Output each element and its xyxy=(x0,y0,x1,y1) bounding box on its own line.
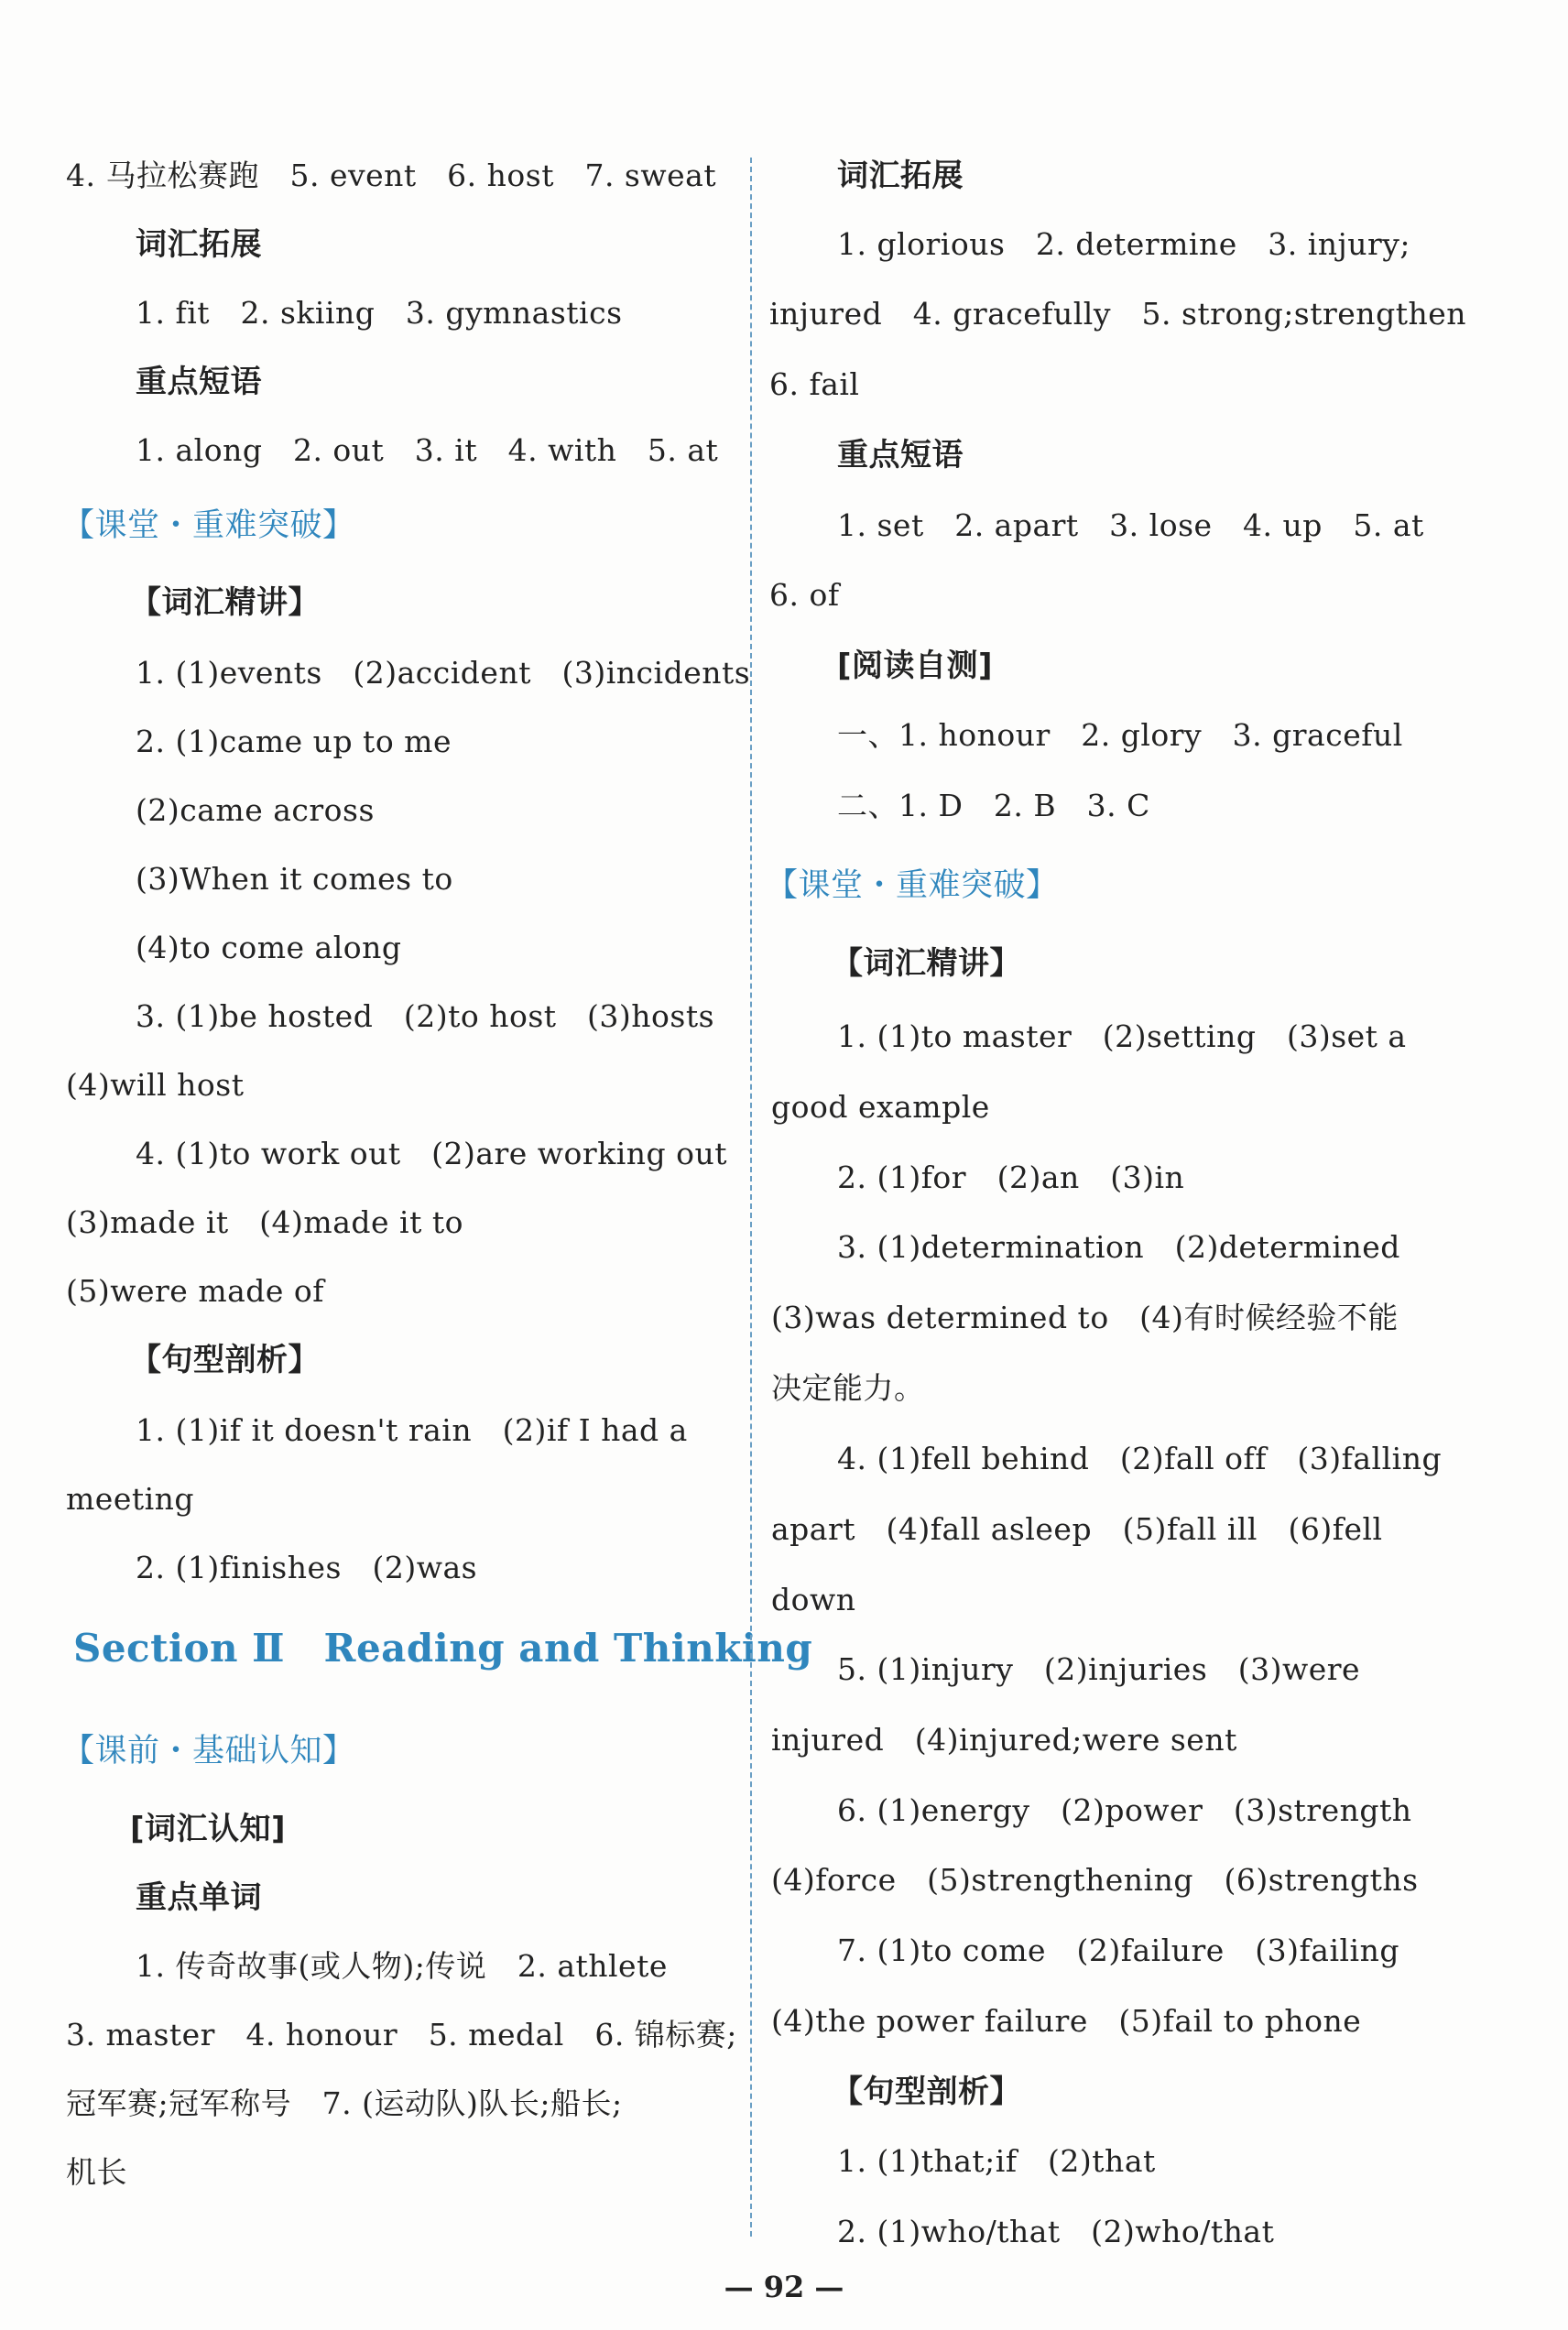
answer-line: 2. (1)for (2)an (3)in xyxy=(837,1160,1185,1195)
answer-line: good example xyxy=(771,1089,990,1125)
answer-line: 6. of xyxy=(769,577,840,613)
answer-line: 3. master 4. honour 5. medal 6. 锦标赛; xyxy=(66,2017,737,2052)
subheading-reading-selftest: [阅读自测] xyxy=(837,648,994,684)
answer-line: 2. (1)came up to me xyxy=(136,724,452,759)
subheading-sentence-analysis: 【句型剖析】 xyxy=(832,2074,1021,2110)
subheading-vocab-extension: 词汇拓展 xyxy=(837,158,964,194)
answer-line: 2. (1)finishes (2)was xyxy=(136,1550,478,1585)
answer-line: 1. (1)if it doesn't rain (2)if I had a xyxy=(136,1412,688,1448)
section-heading-classroom: 【课堂・重难突破】 xyxy=(62,507,355,544)
answer-line: (4)force (5)strengthening (6)strengths xyxy=(771,1862,1419,1898)
subheading-vocab-explanation: 【词汇精讲】 xyxy=(832,945,1021,982)
subheading-key-phrases: 重点短语 xyxy=(136,364,262,400)
answer-line: 1. set 2. apart 3. lose 4. up 5. at xyxy=(837,507,1424,543)
answer-line: 5. (1)injury (2)injuries (3)were xyxy=(837,1651,1361,1687)
answer-line: 二、1. D 2. B 3. C xyxy=(837,788,1150,823)
answer-line: 4. (1)fell behind (2)fall off (3)falling xyxy=(837,1441,1443,1476)
answer-line: 3. (1)be hosted (2)to host (3)hosts xyxy=(136,998,715,1034)
subheading-vocab-recognition: [词汇认知] xyxy=(130,1811,287,1847)
answer-line: down xyxy=(771,1582,856,1617)
subheading-vocab-explanation: 【词汇精讲】 xyxy=(130,584,320,621)
answer-line: 7. (1)to come (2)failure (3)failing xyxy=(837,1933,1399,1968)
answer-line: 冠军赛;冠军称号 7. (运动队)队长;船长; xyxy=(66,2085,623,2121)
section-heading-preclass: 【课前・基础认知】 xyxy=(62,1733,355,1769)
answer-line: 6. fail xyxy=(769,366,860,402)
answer-line: 4. (1)to work out (2)are working out xyxy=(136,1136,727,1171)
answer-line: (4)the power failure (5)fail to phone xyxy=(771,2003,1362,2039)
answer-line: 1. fit 2. skiing 3. gymnastics xyxy=(136,295,623,331)
answer-line: 4. 马拉松赛跑 5. event 6. host 7. sweat xyxy=(66,158,717,193)
answer-line: (4)will host xyxy=(66,1067,245,1103)
answer-line: 1. 传奇故事(或人物);传说 2. athlete xyxy=(136,1948,668,1984)
answer-line: meeting xyxy=(66,1481,195,1517)
answer-line: 1. (1)to master (2)setting (3)set a xyxy=(837,1018,1407,1054)
answer-line: (5)were made of xyxy=(66,1273,325,1309)
answer-line: 决定能力。 xyxy=(771,1370,925,1406)
answer-line: (3)was determined to (4)有时候经验不能 xyxy=(771,1300,1399,1335)
answer-line: 1. (1)that;if (2)that xyxy=(837,2143,1156,2179)
answer-line: 1. along 2. out 3. it 4. with 5. at xyxy=(136,432,719,468)
subheading-key-words: 重点单词 xyxy=(136,1879,262,1916)
answer-line: (3)When it comes to xyxy=(136,861,453,897)
subheading-key-phrases: 重点短语 xyxy=(837,437,964,474)
page-number: — 92 — xyxy=(724,2270,844,2304)
subheading-sentence-analysis: 【句型剖析】 xyxy=(130,1342,320,1378)
answer-line: 6. (1)energy (2)power (3)strength xyxy=(837,1792,1412,1828)
answer-line: (4)to come along xyxy=(136,930,402,965)
answer-line: 3. (1)determination (2)determined xyxy=(837,1229,1400,1265)
section-title: Section Ⅱ Reading and Thinking xyxy=(73,1626,813,1671)
column-divider xyxy=(750,158,752,2237)
section-heading-classroom: 【课堂・重难突破】 xyxy=(766,867,1059,904)
answer-line: apart (4)fall asleep (5)fall ill (6)fell xyxy=(771,1511,1383,1547)
answer-line: 机长 xyxy=(66,2154,127,2190)
answer-line: 一、1. honour 2. glory 3. graceful xyxy=(837,717,1403,753)
answer-line: injured 4. gracefully 5. strong;strengthen xyxy=(769,296,1466,332)
answer-line: 1. (1)events (2)accident (3)incidents xyxy=(136,655,751,691)
answer-line: (3)made it (4)made it to xyxy=(66,1204,463,1240)
answer-line: injured (4)injured;were sent xyxy=(771,1722,1237,1758)
answer-line: 1. glorious 2. determine 3. injury; xyxy=(837,226,1411,262)
answer-line: (2)came across xyxy=(136,792,375,828)
answer-line: 2. (1)who/that (2)who/that xyxy=(837,2214,1275,2249)
subheading-vocab-extension: 词汇拓展 xyxy=(136,226,262,263)
